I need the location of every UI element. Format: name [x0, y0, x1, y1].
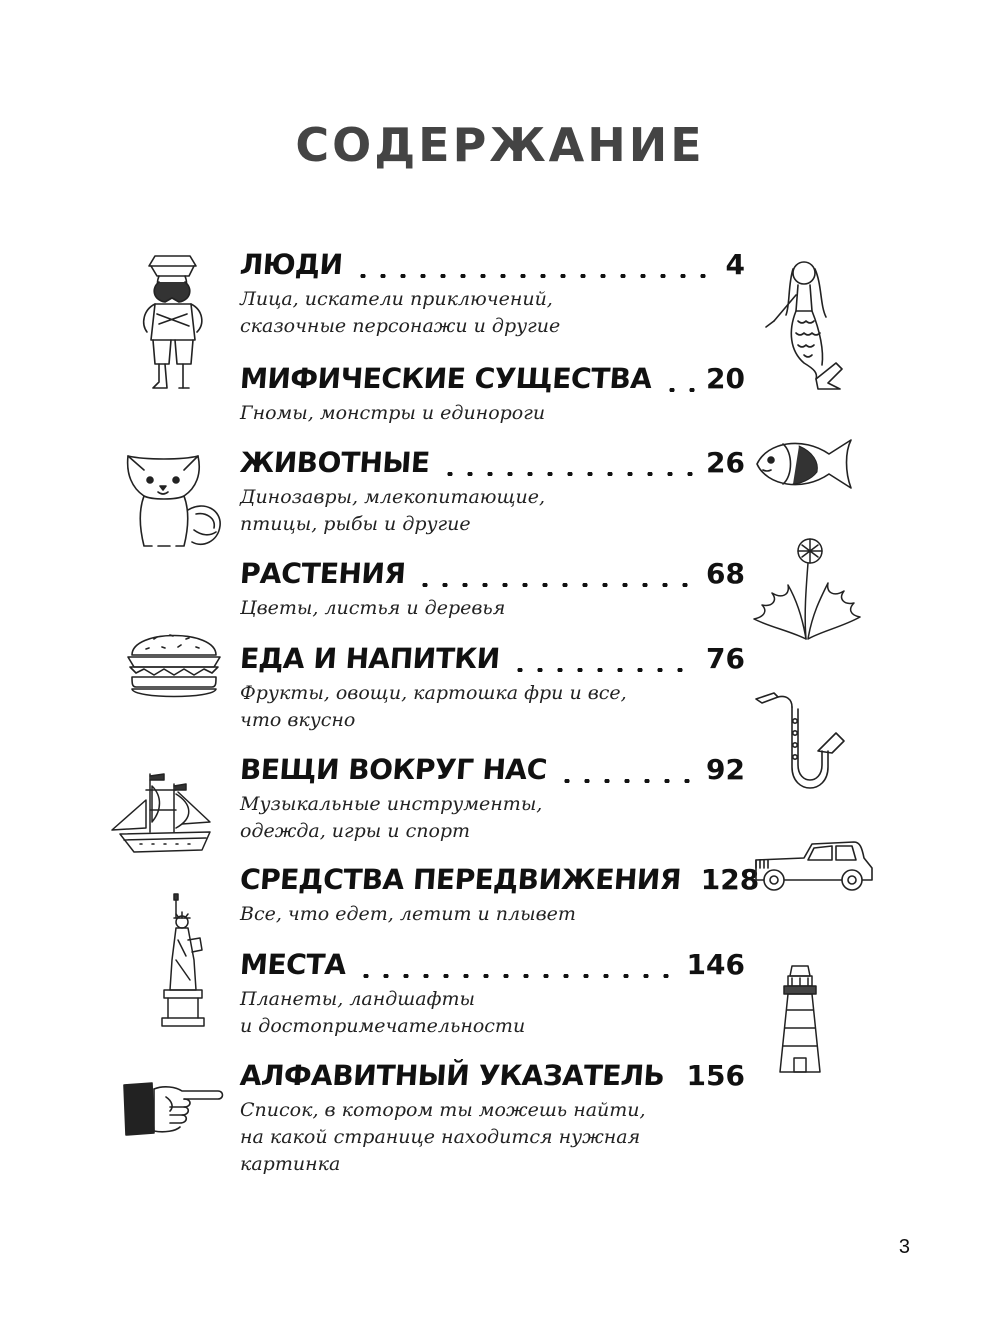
toc-entry-food-and-drinks[interactable] [240, 642, 745, 734]
toc-entry-animals[interactable] [240, 446, 745, 538]
toc-entry-mythical-creatures[interactable] [240, 362, 745, 427]
page-title: СОДЕРЖАНИЕ [295, 118, 705, 172]
description-line: птицы, рыбы и другие [240, 513, 471, 535]
entry-description [240, 791, 745, 845]
entry-page: 146 [686, 948, 745, 981]
entry-page: 4 [725, 248, 745, 281]
entry-title: АЛФАВИТНЫЙ УКАЗАТЕЛЬ [238, 1059, 666, 1092]
description-line: что вкусно [240, 709, 356, 731]
saxophone-icon [752, 685, 847, 800]
dot-leader [510, 668, 696, 672]
entry-description [240, 595, 745, 622]
pointing-hand-icon [120, 1075, 225, 1140]
car-icon [752, 838, 877, 893]
entry-description [240, 986, 745, 1040]
ship-icon [106, 770, 221, 865]
dot-leader [415, 583, 696, 587]
entry-page: 68 [706, 557, 745, 590]
entry-page: 128 [700, 863, 760, 896]
entry-title: ЛЮДИ [238, 248, 344, 281]
entry-description [240, 484, 745, 538]
statue-of-liberty-icon [152, 890, 212, 1030]
dot-leader [440, 472, 697, 476]
entry-title: ЖИВОТНЫЕ [238, 446, 431, 479]
entry-page: 156 [686, 1059, 745, 1092]
description-line: сказочные персонажи и другие [240, 315, 561, 337]
entry-description [240, 400, 745, 427]
entry-title: МЕСТА [238, 948, 347, 981]
description-line: одежда, игры и спорт [240, 820, 471, 842]
red-panda-icon [122, 450, 227, 550]
lighthouse-icon [774, 962, 826, 1077]
description-line: и достопримечательности [240, 1015, 526, 1037]
toc-entry-alphabetical-index[interactable] [240, 1059, 745, 1178]
entry-title: РАСТЕНИЯ [238, 557, 407, 590]
mermaid-icon [760, 255, 850, 395]
toc-entry-people[interactable] [240, 248, 745, 340]
entry-title: ЕДА И НАПИТКИ [238, 642, 501, 675]
dot-leader [356, 974, 677, 978]
description-line: на какой странице находится нужная картинка [240, 1126, 641, 1175]
entry-title: СРЕДСТВА ПЕРЕДВИЖЕНИЯ [238, 863, 682, 896]
entry-title: ВЕЩИ ВОКРУГ НАС [238, 753, 548, 786]
description-line: Фрукты, овощи, картошка фри и все, [240, 682, 627, 704]
entry-title: МИФИЧЕСКИЕ СУЩЕСТВА [238, 362, 653, 395]
toc-entry-things-around-us[interactable] [240, 753, 745, 845]
description-line: Музыкальные инструменты, [240, 793, 543, 815]
description-line: Цветы, листья и деревья [240, 597, 506, 619]
description-line: Планеты, ландшафты [240, 988, 475, 1010]
fish-icon [753, 432, 858, 497]
entry-page: 20 [706, 362, 745, 395]
description-line: Все, что едет, летит и плывет [240, 903, 576, 925]
entry-page: 26 [706, 446, 745, 479]
entry-description [240, 680, 745, 734]
dot-leader [557, 779, 696, 783]
entry-description [240, 286, 745, 340]
entry-page: 76 [706, 642, 745, 675]
description-line: Динозавры, млекопитающие, [240, 486, 546, 508]
toc-entry-plants[interactable] [240, 557, 745, 622]
page-number: 3 [898, 1236, 910, 1258]
entry-description [240, 1097, 745, 1178]
description-line: Список, в котором ты можешь найти, [240, 1099, 646, 1121]
dot-leader [353, 274, 716, 278]
entry-description [240, 901, 745, 928]
description-line: Гномы, монстры и единороги [240, 402, 546, 424]
burger-icon [124, 617, 224, 702]
entry-page: 92 [706, 753, 745, 786]
pirate-icon [135, 252, 210, 392]
toc-entry-transport[interactable] [238, 863, 760, 928]
dot-leader [674, 1085, 676, 1089]
description-line: Лица, искатели приключений, [240, 288, 553, 310]
dandelion-icon [750, 535, 865, 645]
dot-leader [662, 388, 696, 392]
toc-entry-places[interactable] [240, 948, 745, 1040]
